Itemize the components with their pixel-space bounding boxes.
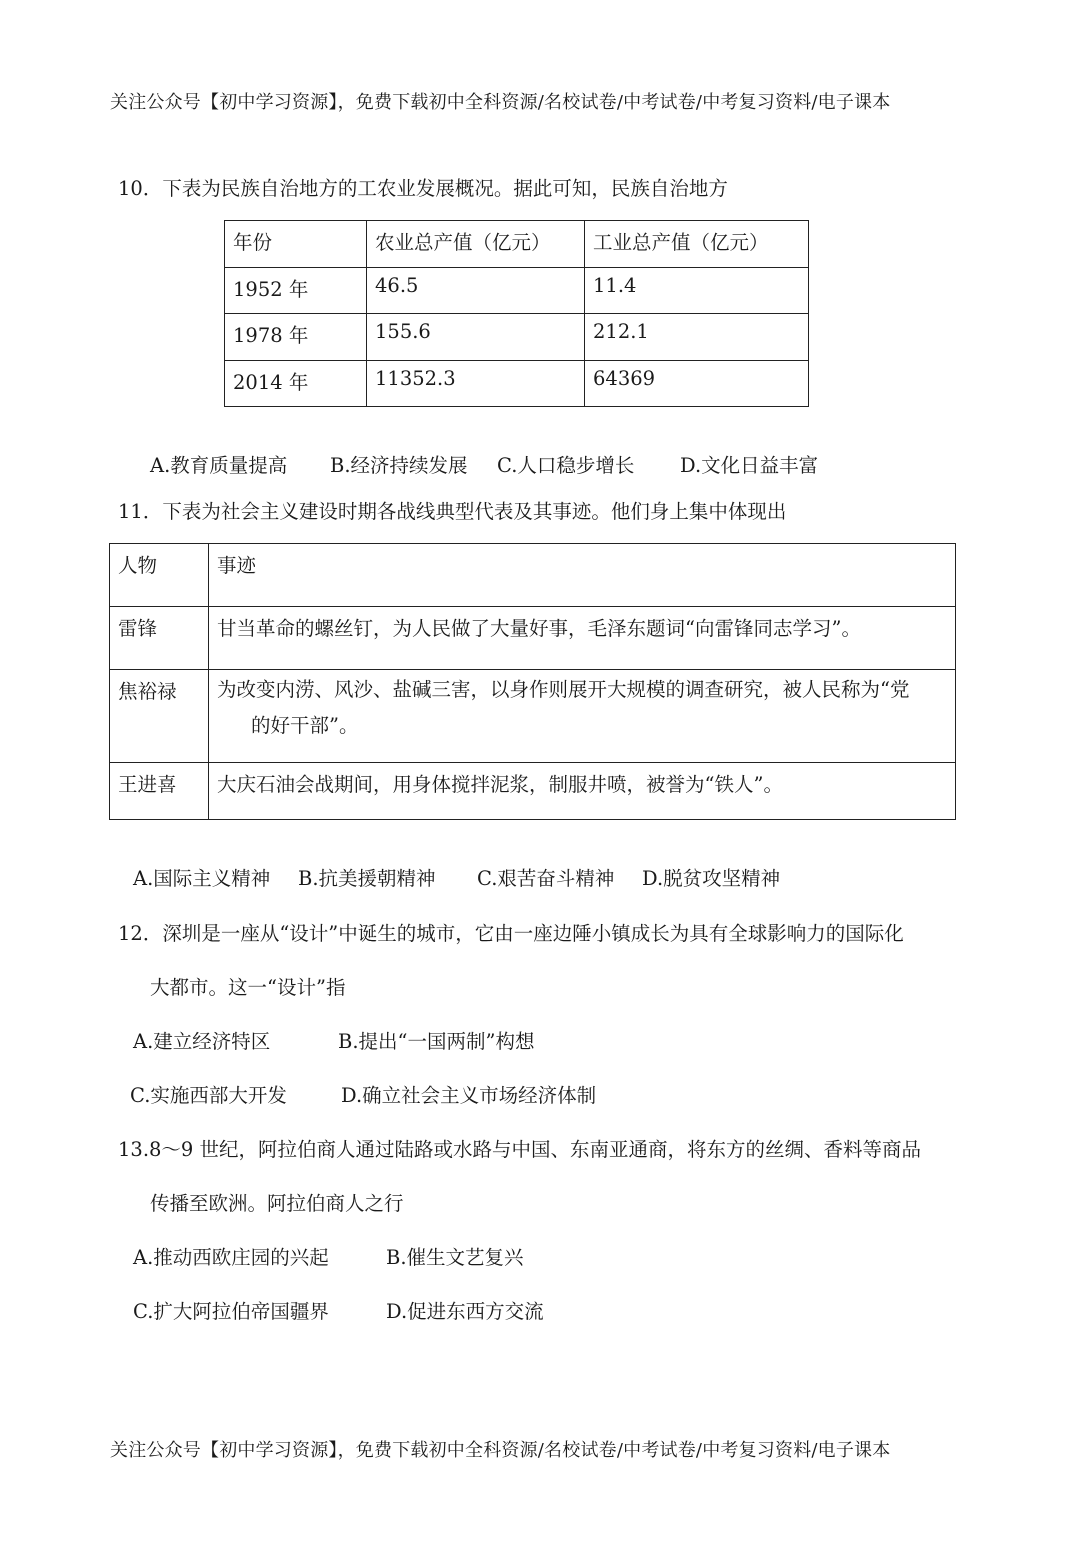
table-row: [225, 267, 809, 314]
question-11-table: [109, 543, 956, 820]
table-row: [110, 763, 956, 820]
page-header-banner: 关注公众号【初中学习资源】，免费下载初中全科资源/名校试卷/中考试卷/中考复习资料/电子课本: [110, 92, 891, 113]
table-cell: 64369: [585, 360, 809, 407]
table-cell-line-continued: 的好干部”。: [251, 714, 359, 737]
question-12-stem: 12．深圳是一座从“设计”中诞生的城市，它由一座边陲小镇成长为具有全球影响力的国际化: [118, 922, 904, 945]
table-cell: 王进喜: [110, 763, 209, 820]
question-10-option-b[interactable]: B.经济持续发展: [330, 454, 468, 477]
question-11-option-c[interactable]: C.艰苦奋斗精神: [477, 867, 615, 890]
table-cell: 1978 年: [225, 314, 367, 361]
question-11-stem: 11．下表为社会主义建设时期各战线典型代表及其事迹。他们身上集中体现出: [118, 500, 787, 523]
question-12-option-d[interactable]: D.确立社会主义市场经济体制: [341, 1084, 597, 1107]
table-cell-line: 为改变内涝、风沙、盐碱三害，以身作则展开大规模的调查研究，被人民称为“党: [217, 678, 910, 701]
question-13-option-d[interactable]: D.促进东西方交流: [386, 1300, 544, 1323]
table-header-cell: 工业总产值（亿元）: [585, 221, 809, 268]
question-10-option-d[interactable]: D.文化日益丰富: [680, 454, 819, 477]
question-10-table: [224, 220, 809, 407]
table-header-cell: 年份: [225, 221, 367, 268]
table-cell: 155.6: [367, 314, 585, 361]
question-13-stem-continued: 传播至欧洲。阿拉伯商人之行: [150, 1192, 404, 1215]
question-12-option-b[interactable]: B.提出“一国两制”构想: [338, 1030, 535, 1053]
table-header-cell: 人物: [110, 544, 209, 607]
table-row: [110, 670, 956, 763]
table-header-cell: 农业总产值（亿元）: [367, 221, 585, 268]
table-cell: 2014 年: [225, 360, 367, 407]
table-cell: 11.4: [585, 267, 809, 314]
question-13-option-a[interactable]: A.推动西欧庄园的兴起: [133, 1246, 329, 1269]
page-footer-banner: 关注公众号【初中学习资源】，免费下载初中全科资源/名校试卷/中考试卷/中考复习资料/电子课本: [110, 1440, 891, 1461]
table-cell: 212.1: [585, 314, 809, 361]
question-11-option-a[interactable]: A.国际主义精神: [133, 867, 271, 890]
table-cell: 甘当革命的螺丝钉，为人民做了大量好事，毛泽东题词“向雷锋同志学习”。: [209, 607, 956, 670]
question-11-option-b[interactable]: B.抗美援朝精神: [298, 867, 436, 890]
table-row: [225, 360, 809, 407]
question-12-option-c[interactable]: C.实施西部大开发: [130, 1084, 287, 1107]
question-12-option-a[interactable]: A.建立经济特区: [133, 1030, 271, 1053]
question-10-option-c[interactable]: C.人口稳步增长: [497, 454, 635, 477]
question-10-option-a[interactable]: A.教育质量提高: [150, 454, 288, 477]
question-13-stem: 13.8～9 世纪，阿拉伯商人通过陆路或水路与中国、东南亚通商，将东方的丝绸、香料等商品: [118, 1138, 922, 1161]
question-13-option-b[interactable]: B.催生文艺复兴: [386, 1246, 524, 1269]
table-row: [225, 314, 809, 361]
table-header-cell: 事迹: [209, 544, 956, 607]
table-header-row: [225, 221, 809, 268]
question-13-option-c[interactable]: C.扩大阿拉伯帝国疆界: [133, 1300, 329, 1323]
table-cell: 1952 年: [225, 267, 367, 314]
question-10-stem: 10．下表为民族自治地方的工农业发展概况。据此可知，民族自治地方: [118, 177, 728, 200]
table-cell: 大庆石油会战期间，用身体搅拌泥浆，制服井喷，被誉为“铁人”。: [209, 763, 956, 820]
table-cell: 11352.3: [367, 360, 585, 407]
question-12-stem-continued: 大都市。这一“设计”指: [150, 976, 346, 999]
table-row: [110, 607, 956, 670]
table-cell: 46.5: [367, 267, 585, 314]
table-cell: 焦裕禄: [110, 670, 209, 763]
table-cell: [209, 670, 956, 763]
table-cell: 雷锋: [110, 607, 209, 670]
table-header-row: [110, 544, 956, 607]
question-11-option-d[interactable]: D.脱贫攻坚精神: [642, 867, 781, 890]
